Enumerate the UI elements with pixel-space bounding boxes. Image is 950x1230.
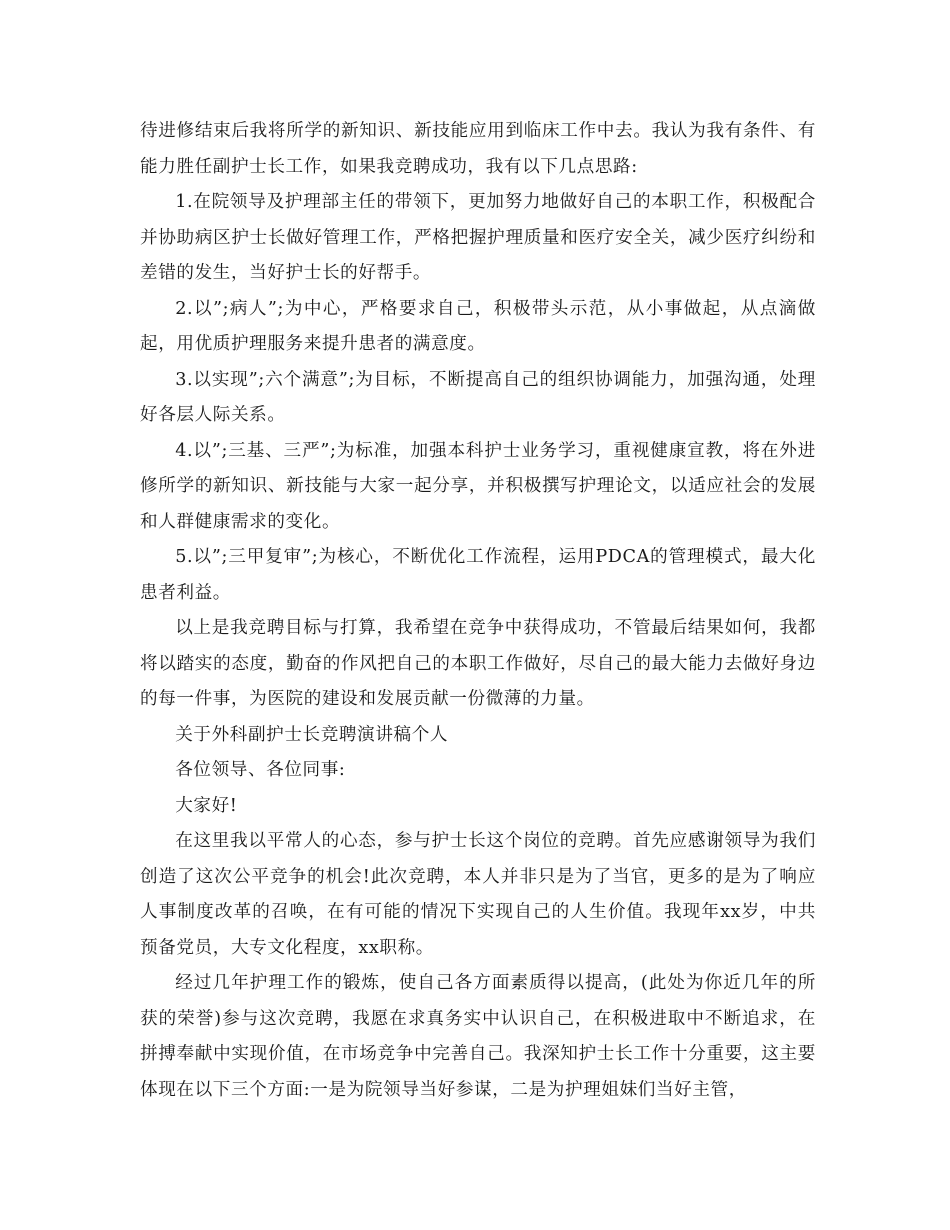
paragraph-point-4: 4.以”;三基、三严”;为标准，加强本科护士业务学习，重视健康宣教，将在外进修所学的新知识、新技能与大家一起分享，并积极撰写护理论文，以适应社会的发展和人群健康需求的变化。 xyxy=(140,440,816,532)
paragraph-intro: 在这里我以平常人的心态，参与护士长这个岗位的竞聘。首先应感谢领导为我们创造了这次公平竞争的机会!此次竞聘，本人并非只是为了当官，更多的是为了响应人事制度改革的召唤，在有可能的情况下实现自己的人生价值。我现年xx岁，中共预备党员，大专文化程度，xx职称。 xyxy=(140,831,816,958)
greeting: 大家好! xyxy=(175,795,238,816)
paragraph-point-3: 3.以实现”;六个满意”;为目标，不断提高自己的组织协调能力，加强沟通，处理好各层人际关系。 xyxy=(140,369,816,425)
paragraph-point-1: 1.在院领导及护理部主任的带领下，更加努力地做好自己的本职工作，积极配合并协助病区护士长做好管理工作，严格把握护理质量和医疗安全关，减少医疗纠纷和差错的发生，当好护士长的好帮手。 xyxy=(140,192,816,283)
section-title: 关于外科副护士长竞聘演讲稿个人 xyxy=(175,724,449,745)
paragraph-continuation: 待进修结束后我将所学的新知识、新技能应用到临床工作中去。我认为我有条件、有能力胜任副护士长工作，如果我竞聘成功，我有以下几点思路: xyxy=(140,121,816,177)
salutation: 各位领导、各位同事: xyxy=(175,760,346,780)
document-body xyxy=(140,114,816,1108)
paragraph-conclusion: 以上是我竞聘目标与打算，我希望在竞争中获得成功，不管最后结果如何，我都将以踏实的态度，勤奋的作风把自己的本职工作做好，尽自己的最大能力去做好身边的每一件事，为医院的建设和发展贡献一份微薄的力量。 xyxy=(140,618,816,709)
paragraph-experience: 经过几年护理工作的锻炼，使自己各方面素质得以提高，(此处为你近几年的所获的荣誉)参与这次竞聘，我愿在求真务实中认识自己，在积极进取中不断追求，在拼搏奉献中实现价值，在市场竞争中完善自己。我深知护士长工作十分重要，这主要体现在以下三个方面:一是为院领导当好参谋，二是为护理姐妹们当好主管， xyxy=(140,973,816,1100)
paragraph-point-5: 5.以”;三甲复审”;为核心，不断优化工作流程，运用PDCA的管理模式，最大化患者利益。 xyxy=(140,547,816,603)
paragraph-point-2: 2.以”;病人”;为中心，严格要求自己，积极带头示范，从小事做起，从点滴做起，用优质护理服务来提升患者的满意度。 xyxy=(140,298,816,354)
